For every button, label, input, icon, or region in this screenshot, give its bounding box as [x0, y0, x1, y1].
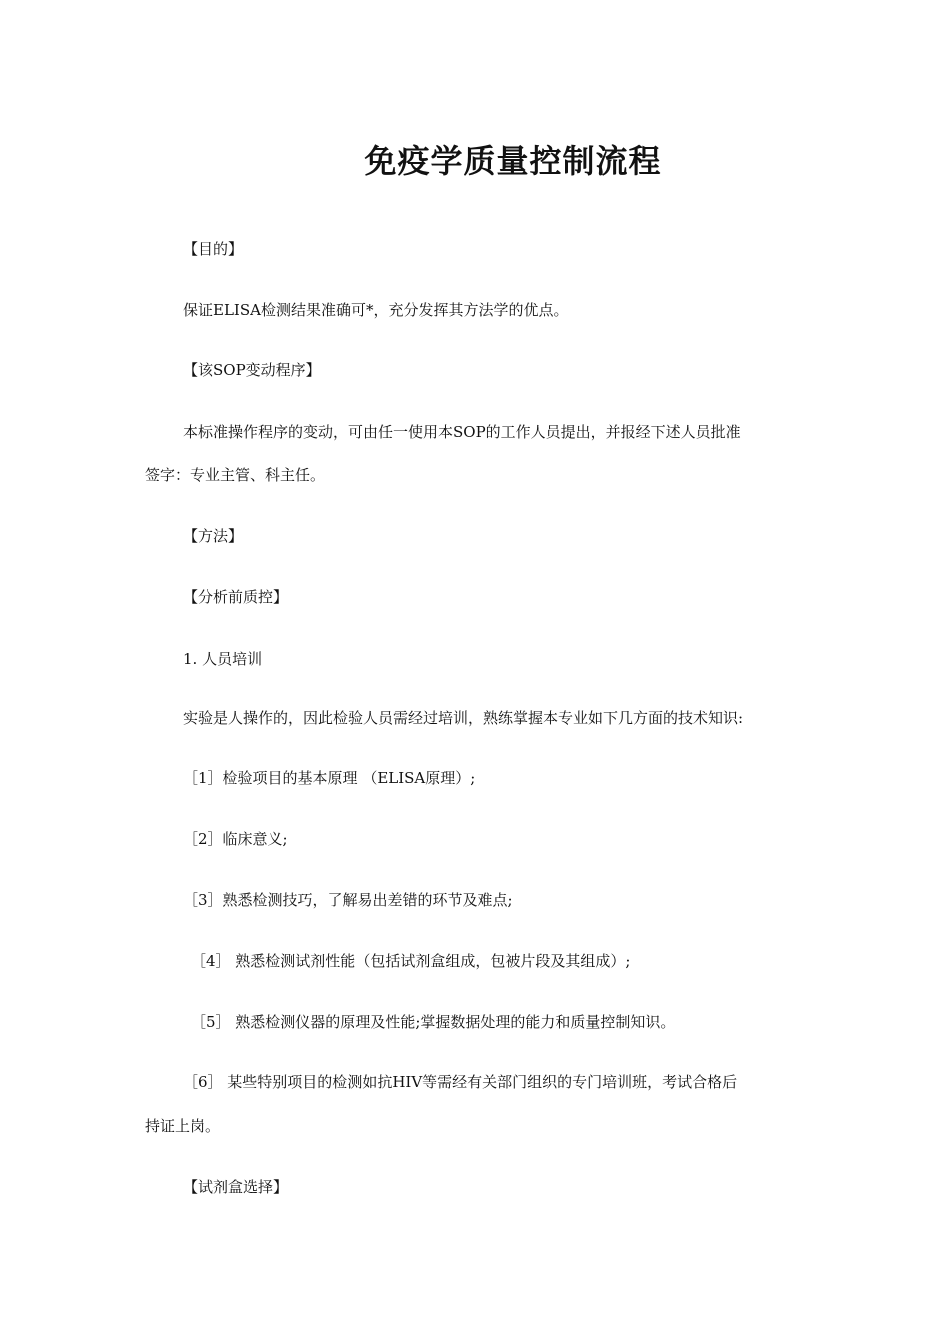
method-heading: 【方法】: [183, 527, 244, 545]
item1-title: 1. 人员培训: [183, 650, 263, 668]
purpose-text: 保证ELISA检测结果准确可*，充分发挥其方法学的优点。: [183, 301, 569, 319]
document-title: 免疫学质量控制流程: [364, 142, 662, 180]
training-intro: 实验是人操作的，因此检验人员需经过培训，熟练掌握本专业如下几方面的技术知识:: [183, 709, 744, 727]
reagent-heading: 【试剂盒选择】: [183, 1178, 289, 1196]
training-item-6-line2: 持证上岗。: [145, 1117, 221, 1135]
training-item-5: ［5］ 熟悉检测仪器的原理及性能;掌握数据处理的能力和质量控制知识。: [191, 1013, 676, 1031]
training-item-4: ［4］ 熟悉检测试剂性能（包括试剂盒组成，包被片段及其组成）;: [191, 952, 631, 970]
purpose-heading: 【目的】: [183, 240, 244, 258]
training-item-6-line1: ［6］ 某些特别项目的检测如抗HIV等需经有关部门组织的专门培训班，考试合格后: [183, 1073, 738, 1091]
sop-change-text-line1: 本标准操作程序的变动，可由任一使用本SOP的工作人员提出，并报经下述人员批准: [183, 423, 741, 441]
training-item-1: ［1］检验项目的基本原理 （ELISA原理）;: [183, 769, 476, 787]
training-item-2: ［2］临床意义;: [183, 830, 288, 848]
training-item-3: ［3］熟悉检测技巧，了解易出差错的环节及难点;: [183, 891, 513, 909]
sop-change-text-line2: 签字：专业主管、科主任。: [145, 466, 326, 484]
pre-analysis-heading: 【分析前质控】: [183, 588, 289, 606]
sop-change-heading: 【该SOP变动程序】: [183, 361, 321, 379]
